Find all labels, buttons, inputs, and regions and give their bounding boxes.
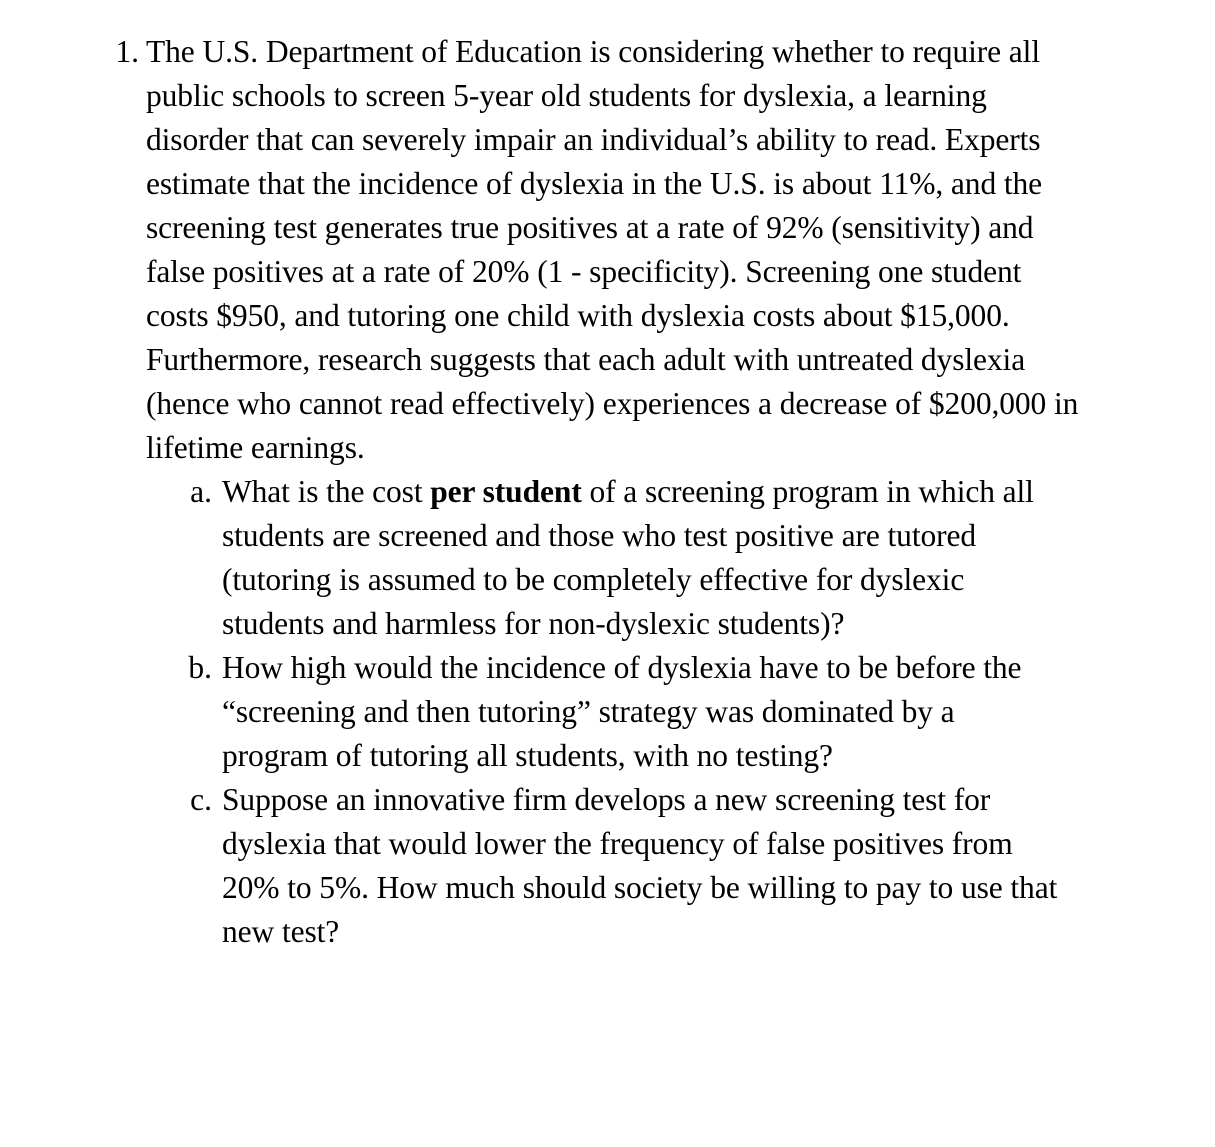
question-subparts-list bbox=[146, 470, 1066, 954]
subpart-marker-a: a. bbox=[190, 474, 212, 509]
subpart-marker-c: c. bbox=[190, 782, 212, 817]
subpart-a-text-before-bold: What is the cost bbox=[222, 474, 431, 509]
subpart-text-a bbox=[222, 470, 1066, 646]
question-number-marker: 1. bbox=[115, 34, 139, 69]
subpart-text-c: Suppose an innovative firm develops a new screening test for dyslexia that would lower the frequency of false positives from 20% to 5%. How much should society be willing to pay to use that new test? bbox=[222, 782, 1058, 949]
subpart-a-bold-phrase: per student bbox=[430, 474, 582, 509]
subpart-marker-b: b. bbox=[188, 650, 212, 685]
subpart-a-text-after-bold: of a screening program in which all students are screened and those who test positive are tutored (tutoring is assumed to be completely effective for dyslexic students and harmless for non-dyslexic students)? bbox=[222, 474, 1034, 641]
subpart-item-a bbox=[146, 470, 1066, 646]
subpart-item-b bbox=[146, 646, 1066, 778]
subpart-item-c bbox=[146, 778, 1066, 954]
question-list bbox=[113, 30, 1088, 954]
question-item-1 bbox=[113, 30, 1088, 954]
subpart-text-b: How high would the incidence of dyslexia have to be before the “screening and then tutoring” strategy was dominated by a program of tutoring all students, with no testing? bbox=[222, 650, 1022, 773]
question-stem-text: The U.S. Department of Education is considering whether to require all public schools to screen 5-year old students for dyslexia, a learning disorder that can severely impair an individual’s ability to read. Experts estimate that the incidence of dyslexia in the U.S. is about 11%, and the screening test generates true positives at a rate of 92% (sensitivity) and false positives at a rate of 20% (1 - specificity). Screening one student costs $950, and tutoring one child with dyslexia costs about $15,000. Furthermore, research suggests that each adult with untreated dyslexia (hence who cannot read effectively) experiences a decrease of $200,000 in lifetime earnings. bbox=[146, 34, 1079, 465]
